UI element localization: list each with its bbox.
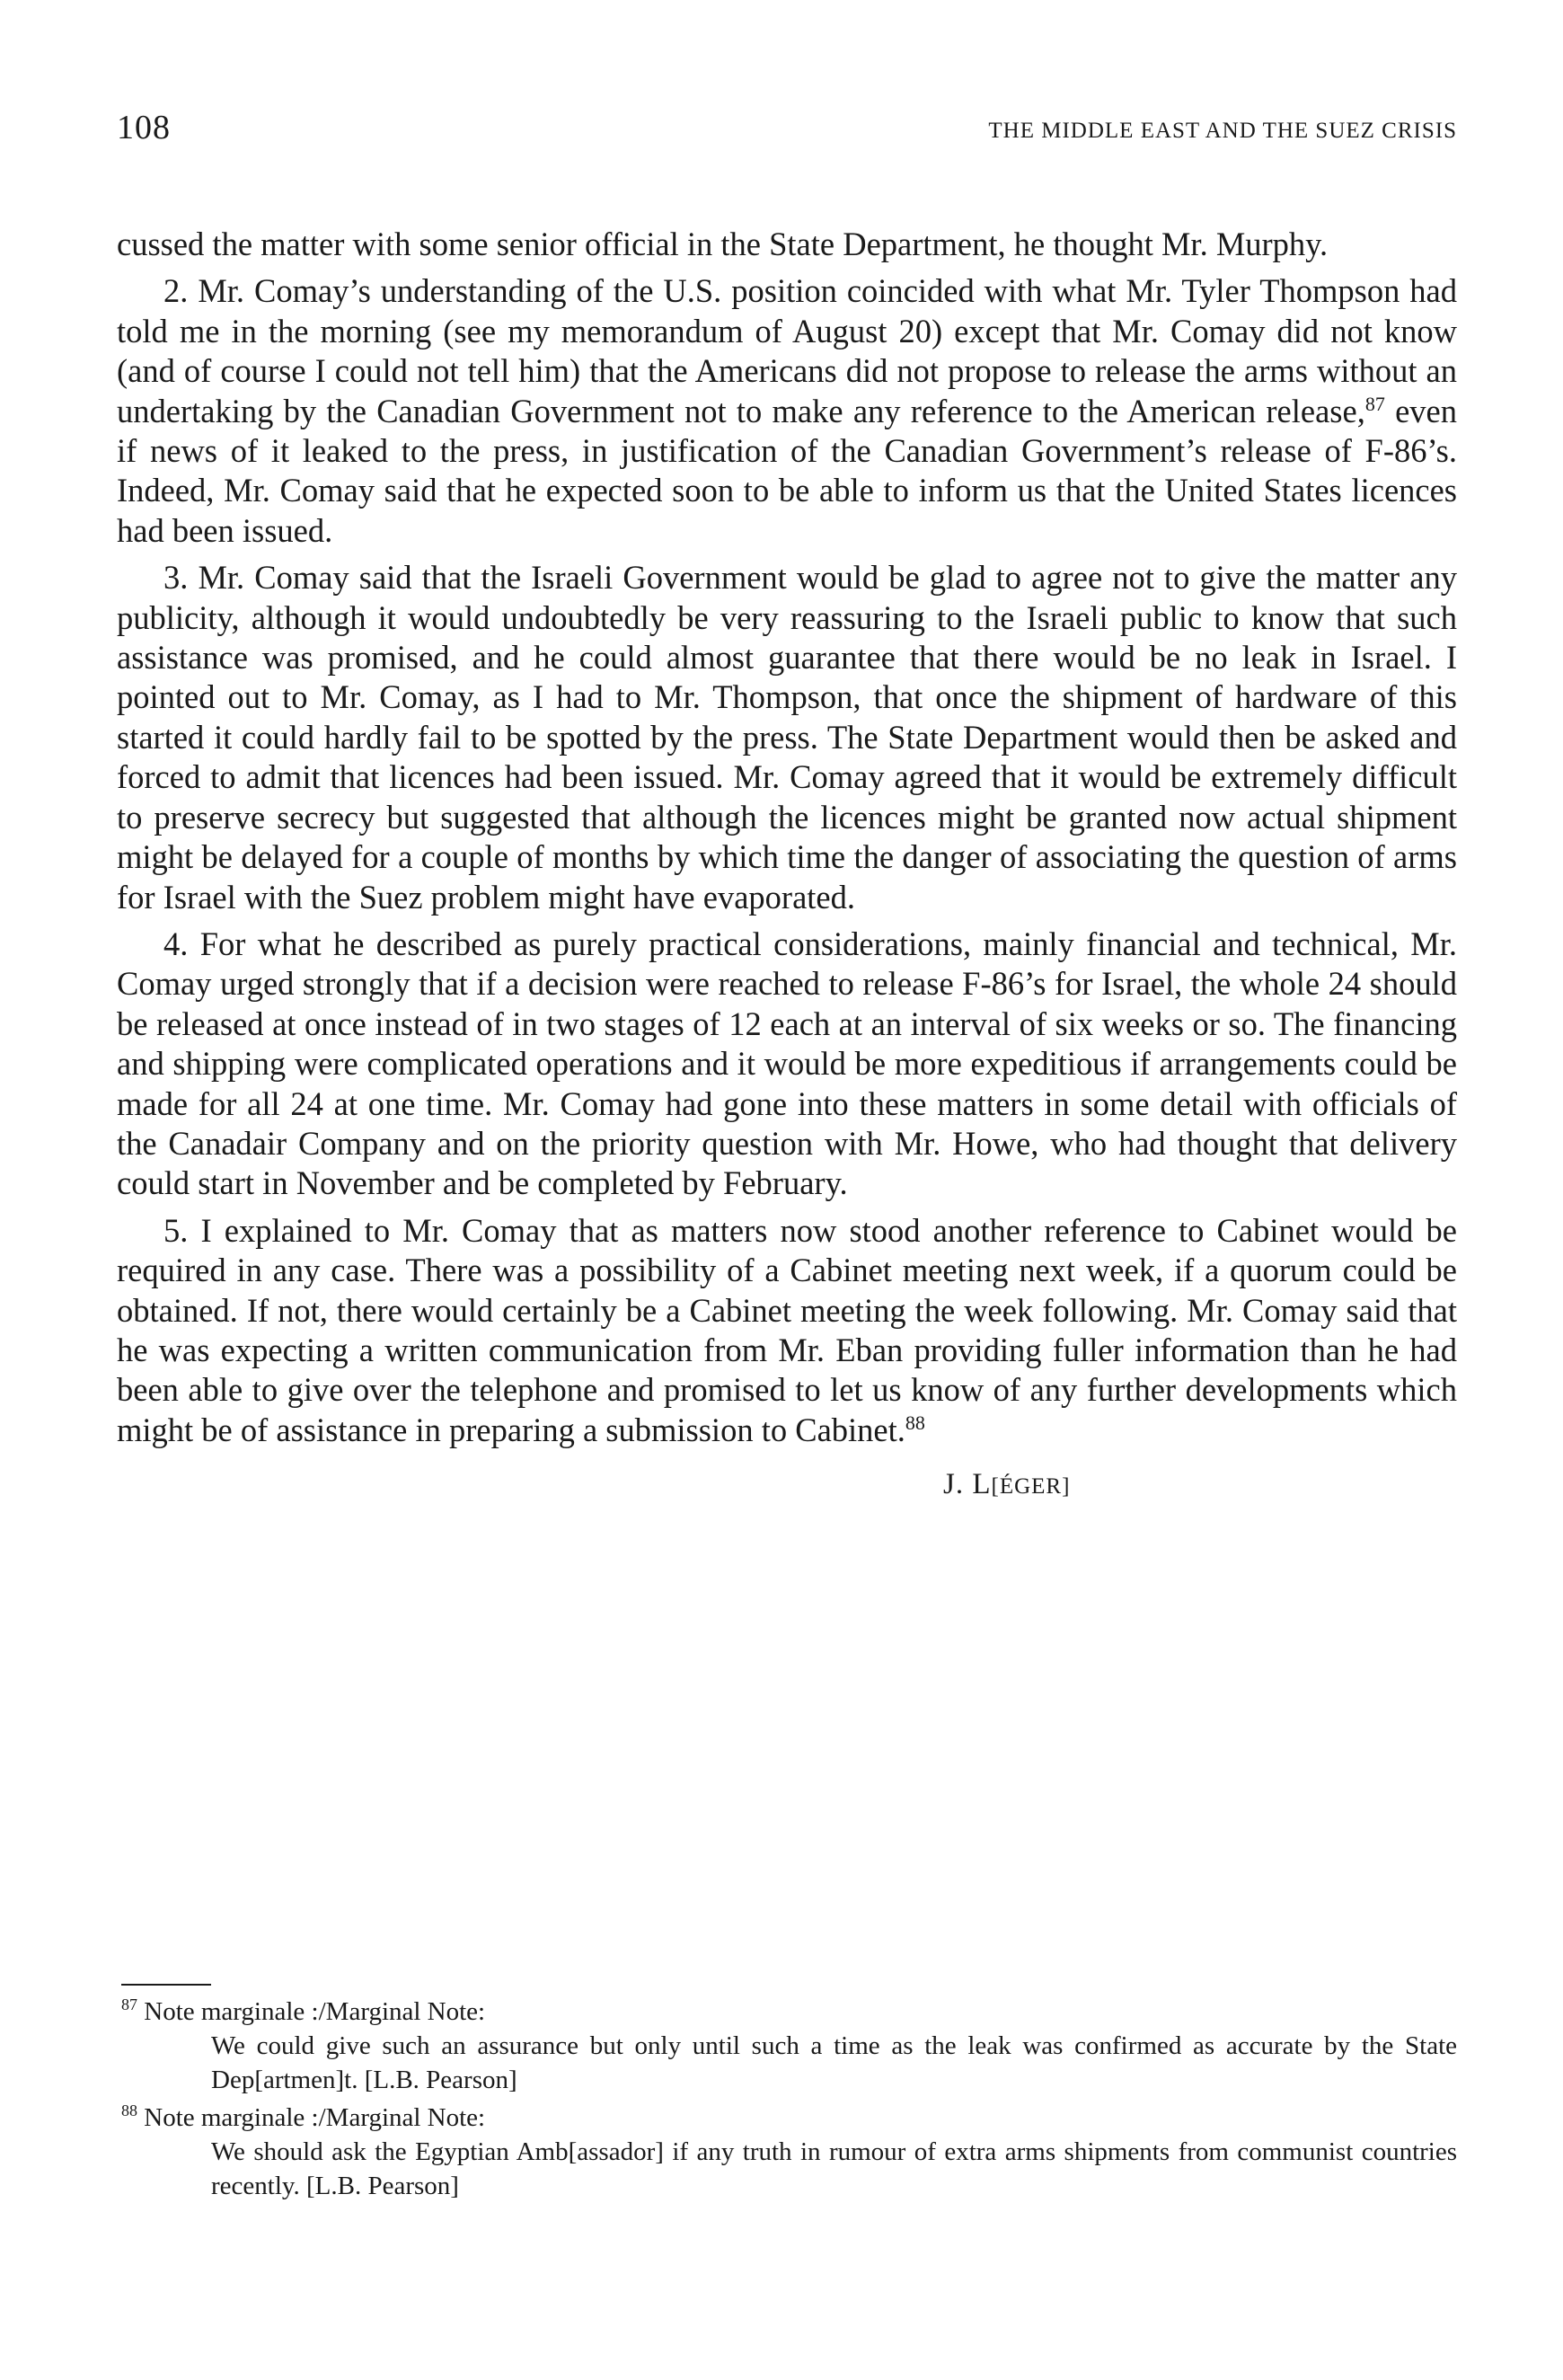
running-head: [117, 108, 1457, 162]
footnote-88-label: [121, 2101, 1457, 2135]
paragraph-2-text: 2. Mr. Comay’s understanding of the U.S. position coincided with what Mr. Tyler Thompson had told me in the morning (see my memorandum of August 20) except that Mr. Comay did not know (and of course I could not tell him) that the Americans did not propose to release the arms without an undertaking by the Canadian Government not to make any reference to the American release,: [117, 272, 1457, 429]
footnote-ref-87: 87: [1364, 392, 1385, 415]
footnotes: [117, 1984, 1457, 2207]
paragraph-2: [117, 271, 1457, 551]
signature-rest: [ÉGER]: [991, 1474, 1071, 1500]
paragraph-2-tail: even if news of it leaked to the press, in justification of the Canadian Government’s release of F-86’s. Indeed, Mr. Comay said that he expected soon to be able to inform us that the United States licences had been issued.: [117, 392, 1458, 549]
paragraph-continued: cussed the matter with some senior official in the State Department, he thought Mr. Murphy.: [117, 226, 1329, 262]
signature-initial: J. L: [943, 1468, 992, 1501]
footnote-rule: [121, 1984, 211, 1986]
footnote-87-text: We could give such an assurance but only until such a time as the leak was confirmed as accurate by the State Dep[artmen]t. [L.B. Pearson]: [211, 2031, 1457, 2094]
footnote-87-heading: Note marginale :/Marginal Note:: [144, 1997, 486, 2026]
footnote-88-text: We should ask the Egyptian Amb[assador] if any truth in rumour of extra arms shipments from communist countries recently. [L.B. Pearson]: [211, 2137, 1457, 2200]
running-title: THE MIDDLE EAST AND THE SUEZ CRISIS: [988, 119, 1457, 143]
page-number: 108: [117, 109, 171, 146]
footnote-ref-88: 88: [905, 1411, 925, 1434]
paragraph-4: 4. For what he described as purely practical considerations, mainly financial and technical, Mr. Comay urged strongly that if a decision were reached to release F-86’s for Israel, the whole 24 should be released at once instead of in two stages of 12 each at an interval of six weeks or so. The financing and shipping were complicated operations and it would be more expeditious if arrangements could be made for all 24 at one time. Mr. Comay had gone into these matters in some detail with officials of the Canadair Company and on the priority question with Mr. Howe, who had thought that delivery could start in November and be completed by February.: [117, 925, 1457, 1202]
document-page: [117, 108, 1457, 1501]
paragraph-5-text: 5. I explained to Mr. Comay that as matters now stood another reference to Cabinet would be required in any case. There was a possibility of a Cabinet meeting next week, if a quorum could be obtained. If not, there would certainly be a Cabinet meeting the week following. Mr. Comay said that he was expecting a written communication from Mr. Eban providing fuller information than he had been able to give over the telephone and promised to let us know of any further developments which might be of assistance in preparing a submission to Cabinet.: [117, 1211, 1457, 1448]
paragraph-5: [117, 1211, 1457, 1450]
footnote-88-heading: Note marginale :/Marginal Note:: [144, 2103, 486, 2132]
footnote-87-label: [121, 1995, 1457, 2029]
signature: [943, 1468, 1457, 1501]
paragraph-3: 3. Mr. Comay said that the Israeli Government would be glad to agree not to give the matter any publicity, although it would undoubtedly be very reassuring to the Israeli public to know that such assistance was promised, and he could almost guarantee that there would be no leak in Israel. I pointed out to Mr. Comay, as I had to Mr. Thompson, that once the shipment of hardware of this started it could hardly fail to be spotted by the press. The State Department would then be asked and forced to admit that licences had been issued. Mr. Comay agreed that it would be extremely difficult to preserve secrecy but suggested that although the licences might be granted now actual shipment might be delayed for a couple of months by which time the danger of associating the question of arms for Israel with the Suez problem might have evaporated.: [117, 559, 1457, 916]
footnote-87-number: 87: [121, 1995, 137, 2013]
body-text: [117, 225, 1457, 1450]
footnote-88-number: 88: [121, 2101, 137, 2119]
